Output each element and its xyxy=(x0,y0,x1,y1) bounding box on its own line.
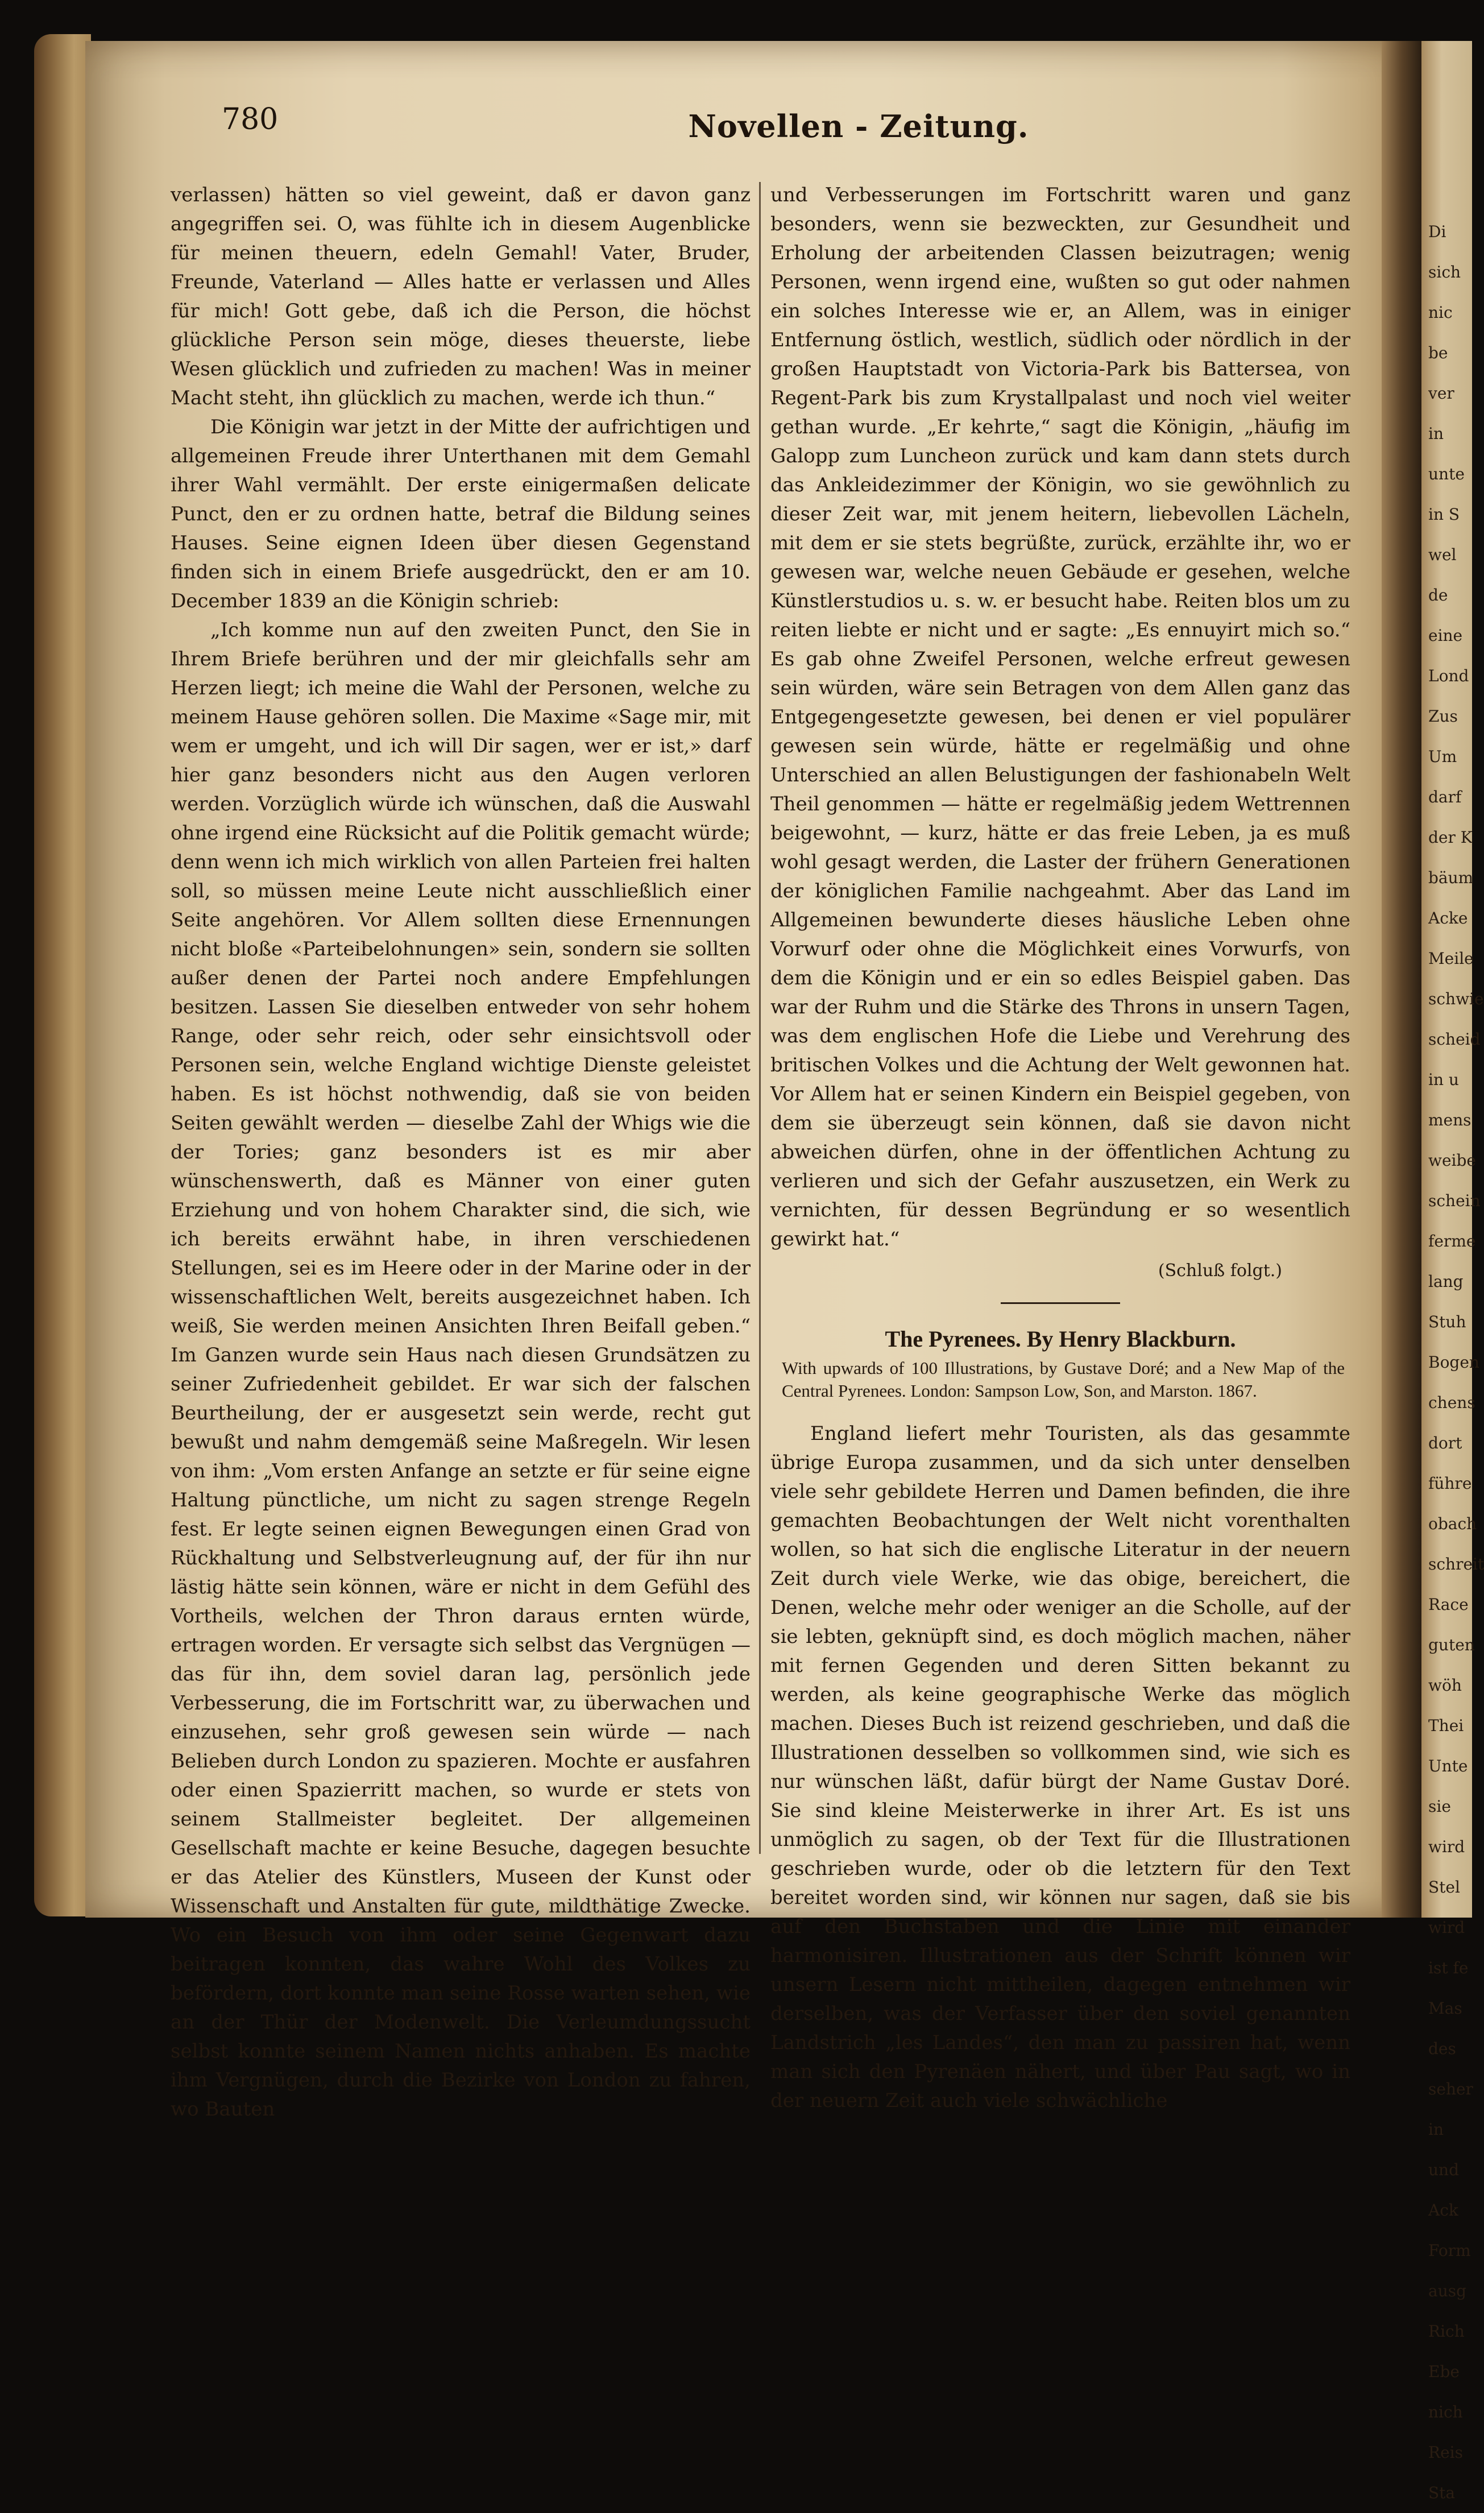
review-title: The Pyrenees. By Henry Blackburn. xyxy=(885,1326,1236,1352)
quoted-letter: „Ich komme nun auf den zweiten Punct, den Sie in Ihrem Briefe berühren und der mir gleichfalls sehr am Herzen liegt; ich meine die Wahl der Personen, welche zu meinem Hause gehören sollen. Die Maxime «Sage mir, mit wem er umgeht, und ich will Dir sagen, wer er ist,» darf hier ganz besonders nicht aus den Augen verloren werden. Vorzüglich würde ich wünschen, daß die Auswahl ohne irgend eine Rücksicht auf die Politik gemacht würde; denn wenn ich mich wirklich von allen Parteien frei halten soll, so müssen meine Leute nicht ausschließlich einer Seite angehören. Vor Allem sollten diese Ernennungen nicht bloße «Parteibelohnungen» sein, sondern sie sollten außer denen der Partei noch andere Empfehlungen besitzen. Lassen Sie dieselben entweder von sehr hohem Range, oder sehr reich, oder sehr einsichtsvoll oder Personen sein, welche England wichtige Dienste geleistet haben. Es ist höchst nothwendig, daß sie von beiden Seiten gewählt werden — dieselbe Zahl der Whigs wie die der Tories; ganz besonders ist es mir aber wünschenswerth, daß es Männer von einer guten Erziehung und von hohem Charakter sind, die sich, wie ich bereits erwähnt habe, in ihren verschiedenen Stellungen, sei es im Heere oder in der Marine oder in der wissenschaftlichen Welt, bereits ausgezeichnet haben. Ich weiß, Sie werden meinen Ansichten Ihren Beifall geben.“ Im Ganzen wurde sein Haus nach diesen Grundsätzen zu seiner Zufriedenheit gebildet. Er war sich der falschen Beurtheilung, der er ausgesetzt sein werde, recht gut bewußt und nahm demgemäß seine Maßregeln. Wir lesen von ihm: „Vom ersten Anfange an setzte er für seine eigne Haltung pünctliche, um nicht zu sagen strenge Regeln fest. Er legte seinen eignen Bewegungen einen Grad von Rückhaltung und Selbstverleugnung auf, der für ihn nur lästig hätte sein können, wäre er nicht in dem Gefühl des Vortheils, welchen der Thron daraus ernten würde, ertragen worden. Er versagte sich selbst das Vergnügen — das für ihn, dem soviel daran lag, persönlich jede Verbesserung, die im Fortschritt war, zu überwachen und einzusehen, sehr groß gewesen sein würde — nach Belieben durch London zu spazieren. Mochte er ausfahren oder einen Spazierritt machen, so wurde er stets von seinem Stallmeister begleitet. Der allgemeinen Gesellschaft machte er keine Besuche, dagegen besuchte er das Atelier des Künstlers, Museen der Kunst oder Wissenschaft und Anstalten für gute, mildthätige Zwecke. Wo ein Besuch von ihm oder seine Gegenwart dazu beitragen konnten, das wahre Wohl des Volkes zu befördern, dort konnte man seine Rosse warten sehen, wie an der Thür der Modenwelt. Die Verleumdungssucht selbst konnte seinem Namen nichts anhaben. Es machte ihm Vergnügen, durch die Bezirke von London zu fahren, wo Bauten xyxy=(171,619,751,2121)
facing-page-word-fragment: des xyxy=(1428,2039,1456,2058)
column-divider xyxy=(759,182,761,1854)
facing-page-word-fragment: Lond xyxy=(1428,666,1469,685)
running-head: Novellen - Zeitung. xyxy=(688,108,1029,144)
right-column xyxy=(770,181,1350,2115)
facing-page-word-fragment: weibe xyxy=(1428,1151,1476,1170)
book-gutter xyxy=(1382,41,1421,1918)
facing-page-word-fragment: Rich xyxy=(1428,2322,1465,2341)
facing-page-word-fragment: Um xyxy=(1428,747,1457,766)
facing-page-word-fragment: be xyxy=(1428,343,1448,362)
facing-page-word-fragment: in xyxy=(1428,2120,1444,2139)
section-rule xyxy=(1001,1302,1120,1304)
facing-page-word-fragment: Stuh xyxy=(1428,1313,1466,1331)
facing-page-word-fragment: wöh xyxy=(1428,1676,1462,1695)
paragraph: England liefert mehr Touristen, als das gesammte übrige Europa zusammen, und da sich unter denselben viele sehr gebildete Herren und Damen befinden, die ihre gemachten Beobachtungen der Welt nicht vorenthalten wollen, so hat sich die englische Literatur in der neuern Zeit durch viele Werke, wie das obige, bereichert, die Denen, welche mehr oder weniger an die Scholle, auf der sie lebten, geknüpft sind, es doch möglich machen, näher mit fernen Gegenden und deren Sitten bekannt zu werden, als keine geographische Werke das möglich machen. Dieses Buch ist reizend geschrieben, und daß die Illustrationen desselben so vollkommen sind, wie sich es nur wünschen läßt, dafür bürgt der Name Gustav Doré. Sie sind kleine Meisterwerke in ihrer Art. Es ist uns unmöglich zu sagen, ob der Text für die Illustrationen geschrieben wurde, oder ob die letztern für den Text bereitet worden sind, wir können nur sagen, daß sie bis auf den Buchstaben und die Linie mit einander harmonisiren. Illustrationen aus der Schrift können wir unsern Lesern nicht mittheilen, dagegen entnehmen wir derselben, was der Verfasser über den soviel genannten Landstrich „les Landes“, den man zu passiren hat, wenn man sich den Pyrenäen nähert, und über Pau sagt, wo in der neuern Zeit auch viele schwächliche xyxy=(770,1422,1350,2112)
facing-page-word-fragment: guten xyxy=(1428,1636,1475,1654)
facing-page-word-fragment: schreit xyxy=(1428,1555,1484,1574)
facing-page-word-fragment: scheid xyxy=(1428,1030,1481,1049)
facing-page-word-fragment: nich xyxy=(1428,2403,1463,2421)
facing-page-word-fragment: ferme xyxy=(1428,1232,1476,1251)
facing-page-word-fragment: in u xyxy=(1428,1070,1459,1089)
facing-page-word-fragment: Stel xyxy=(1428,1878,1460,1897)
facing-page-word-fragment: Unte xyxy=(1428,1757,1468,1775)
facing-page-word-fragment: lang xyxy=(1428,1272,1464,1291)
paragraph: und Verbesserungen im Fortschritt waren und ganz besonders, wenn sie bezweckten, zur Gesundheit und Erholung der arbeitenden Classen beizutragen; wenig Personen, wenn irgend eine, wußten so gut oder nahmen ein solches Interesse wie er, an Allem, was in einiger Entfernung östlich, westlich, südlich oder nördlich in der großen Hauptstadt von Victoria-Park bis Battersea, von Regent-Park bis zum Krystallpalast und noch viel weiter gethan wurde. „Er kehrte,“ sagt die Königin, „häufig im Galopp zum Luncheon zurück und kam dann stets durch das Ankleidezimmer der Königin, wo sie gewöhnlich zu dieser Zeit war, mit jenem heitern, liebevollen Lächeln, mit dem er sie stets begrüßte, zurück, erzählte ihr, wo er gewesen war, welche neuen Gebäude er gesehen, welche Künstlerstudios u. s. w. er besucht habe. Reiten blos um zu reiten liebte er nicht und er sagte: „Es ennuyirt mich so.“ Es gab ohne Zweifel Personen, welche erfreut gewesen sein würden, wäre sein Betragen von dem Allen ganz das Entgegengesetzte gewesen, bei denen er viel populärer gewesen sein würde, hätte er regelmäßig und ohne Unterschied an allen Belustigungen der fashionabeln Welt Theil genommen — hätte er regelmäßig jedem Wettrennen beigewohnt, — kurz, hätte er das freie Leben, ja es muß wohl gesagt werden, die Laster der frühern Generationen der königlichen Familie nachgeahmt. Aber das Land im Allgemeinen bewunderte dieses häusliche Leben ohne Vorwurf oder ohne die Möglichkeit eines Vorwurfs, von dem die Königin und er ein so edles Beispiel gaben. Das war der Ruhm und die Stärke des Throns in unsern Tagen, was dem englischen Hofe die Liebe und Verehrung des britischen Volkes und die Achtung der Welt gewonnen hat. Vor Allem hat er seinen Kindern ein Beispiel gegeben, von dem sie überzeugt sein können, daß sie davon nicht abweichen dürfen, ohne in der öffentlichen Achtung zu verlieren und sich der Gefahr auszusetzen, ein Werk zu vernichten, für dessen Begründung er so wesentlich gewirkt hat.“ xyxy=(770,184,1350,1251)
facing-page-word-fragment: Reis xyxy=(1428,2443,1463,2462)
facing-page-word-fragment: Acke xyxy=(1428,909,1468,928)
facing-page-word-fragment: Meile xyxy=(1428,949,1474,968)
facing-page-word-fragment: Ack xyxy=(1428,2201,1458,2220)
facing-page-word-fragment: wel xyxy=(1428,545,1457,564)
facing-page-word-fragment: Race xyxy=(1428,1595,1469,1614)
facing-page-word-fragment: Mas xyxy=(1428,1999,1462,2018)
facing-page-word-fragment: Form xyxy=(1428,2241,1471,2260)
page-header xyxy=(222,102,1359,148)
facing-page-word-fragment: in xyxy=(1428,424,1444,443)
facing-page-word-fragment: unte xyxy=(1428,465,1465,483)
facing-page-word-fragment: sich xyxy=(1428,263,1461,281)
facing-page-word-fragment: eine xyxy=(1428,626,1463,645)
facing-page-word-fragment: Bogen xyxy=(1428,1353,1479,1372)
facing-page-word-fragment: mens xyxy=(1428,1111,1471,1129)
facing-page-fragment xyxy=(1421,41,1484,2502)
facing-page-word-fragment: darf xyxy=(1428,788,1462,806)
facing-page-text xyxy=(1421,212,1484,2513)
facing-page-word-fragment: sie xyxy=(1428,1797,1451,1816)
facing-page-word-fragment: ausg xyxy=(1428,2282,1467,2300)
facing-page-word-fragment: chens xyxy=(1428,1393,1475,1412)
left-column xyxy=(171,181,751,2124)
facing-page-word-fragment: Thei xyxy=(1428,1716,1464,1735)
page-number: 780 xyxy=(222,102,279,136)
facing-page-word-fragment: Sta xyxy=(1428,2483,1456,2502)
facing-page-word-fragment: seher xyxy=(1428,2080,1473,2098)
book-page-edges xyxy=(34,34,91,1916)
facing-page-word-fragment: schein xyxy=(1428,1191,1481,1210)
paragraph: verlassen) hätten so viel geweint, daß er davon ganz angegriffen sei. O, was fühlte ich in diesem Augenblicke für meinen theuern, edeln Gemahl! Vater, Bruder, Freunde, Vaterland — Alles hatte er verlassen und Alles für mich! Gott gebe, daß ich die Person, die höchst glückliche Person sein möge, dieses theuerste, liebe Wesen glücklich und zufrieden zu machen! Was in meiner Macht steht, ihn glücklich zu machen, werde ich thun.“ xyxy=(171,184,751,409)
facing-page-word-fragment: Ebe xyxy=(1428,2362,1460,2381)
facing-page-word-fragment: der K xyxy=(1428,828,1473,847)
facing-page-word-fragment: dort xyxy=(1428,1434,1462,1452)
facing-page-word-fragment: ist fe xyxy=(1428,1959,1469,1977)
facing-page-word-fragment: in S xyxy=(1428,505,1460,524)
facing-page-word-fragment: ver xyxy=(1428,384,1454,403)
facing-page-word-fragment: nic xyxy=(1428,303,1453,322)
facing-page-word-fragment: führe xyxy=(1428,1474,1472,1493)
to-be-continued-note: (Schluß folgt.) xyxy=(1158,1261,1282,1281)
facing-page-word-fragment: bäum xyxy=(1428,868,1474,887)
facing-page-word-fragment: und xyxy=(1428,2160,1459,2179)
facing-page-word-fragment: obach xyxy=(1428,1514,1477,1533)
facing-page-word-fragment: wird xyxy=(1428,1918,1465,1937)
facing-page-word-fragment: Zus xyxy=(1428,707,1458,726)
facing-page-word-fragment: wird xyxy=(1428,1837,1465,1856)
facing-page-word-fragment: schwie xyxy=(1428,990,1484,1008)
facing-page-word-fragment: Di xyxy=(1428,222,1446,241)
review-subtitle: With upwards of 100 Illustrations, by Gustave Doré; and a New Map of the Central Pyrenees. London: Sampson Low, Son, and Marston. 1867. xyxy=(782,1358,1345,1401)
paragraph: Die Königin war jetzt in der Mitte der aufrichtigen und allgemeinen Freude ihrer Unterthanen mit dem Gemahl ihrer Wahl vermählt. Der erste einigermaßen delicate Punct, den er zu ordnen hatte, betraf die Bildung seines Hauses. Seine eignen Ideen über diesen Gegenstand finden sich in einem Briefe ausgedrückt, den er am 10. December 1839 an die Königin schrieb: xyxy=(171,416,751,612)
facing-page-word-fragment: de xyxy=(1428,586,1448,605)
